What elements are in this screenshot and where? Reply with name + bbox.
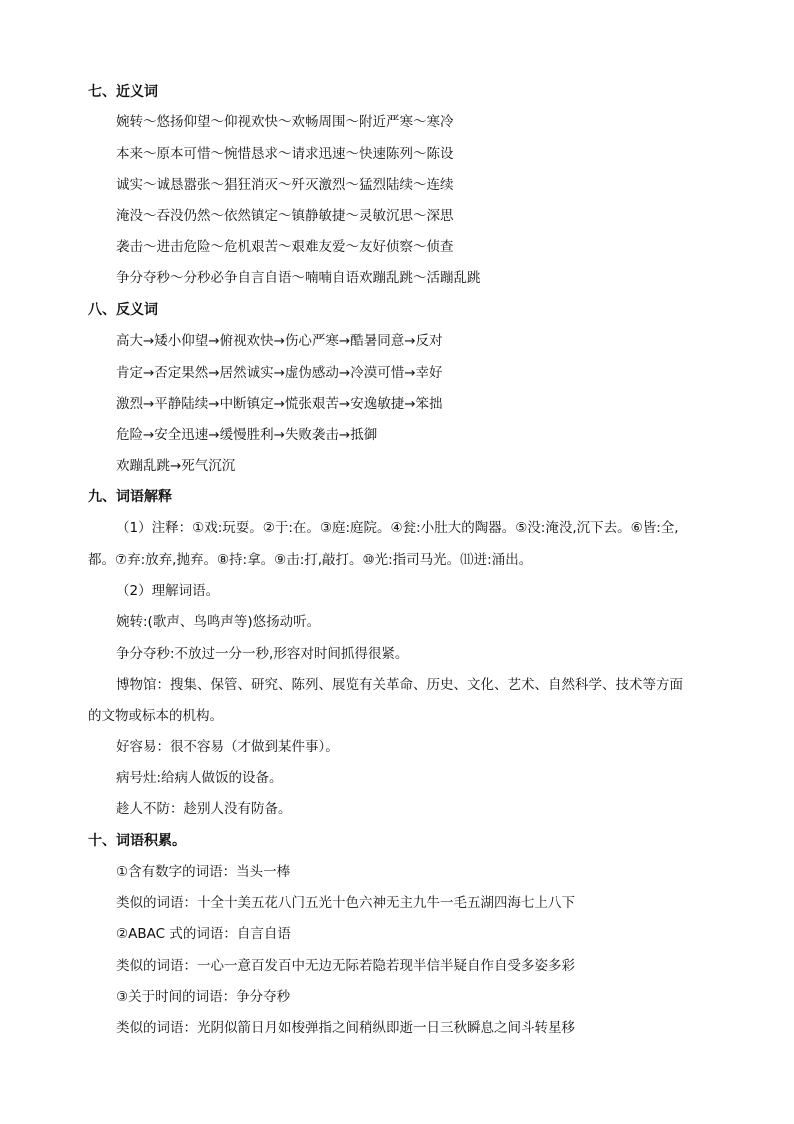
section-7-heading: 七、近义词 bbox=[88, 84, 158, 100]
accumulation-line-2: 类似的词语：十全十美五花八门五光十色六神无主九牛一毛五湖四海七上八下 bbox=[116, 895, 575, 911]
antonym-line-5: 欢蹦乱跳→死气沉沉 bbox=[116, 458, 236, 474]
antonym-line-2: 肯定→否定果然→居然诚实→虚伪感动→冷漠可惜→幸好 bbox=[116, 365, 443, 381]
synonym-line-2: 本来～原本可惜～惋惜恳求～请求迅速～快速陈列～陈设 bbox=[116, 146, 454, 162]
antonym-line-1: 高大→矮小仰望→俯视欢快→伤心严寒→酷暑同意→反对 bbox=[116, 333, 443, 349]
definition-museum-line-2: 的文物或标本的机构。 bbox=[88, 708, 223, 724]
definition-binghaozao: 病号灶:给病人做饭的设备。 bbox=[116, 770, 283, 786]
accumulation-line-6: 类似的词语：光阴似箭日月如梭弹指之间稍纵即逝一日三秋瞬息之间斗转星移 bbox=[116, 1020, 575, 1036]
antonym-line-3: 激烈→平静陆续→中断镇定→慌张艰苦→安逸敏捷→笨拙 bbox=[116, 396, 443, 412]
section-10-heading: 十、词语积累。 bbox=[88, 833, 186, 849]
section-8-heading: 八、反义词 bbox=[88, 302, 158, 318]
accumulation-line-3: ②ABAC 式的词语：自言自语 bbox=[116, 926, 291, 942]
definition-haorongyi: 好容易：很不容易（才做到某件事）。 bbox=[116, 739, 339, 755]
synonym-line-6: 争分夺秒～分秒必争自言自语～喃喃自语欢蹦乱跳～活蹦乱跳 bbox=[116, 270, 481, 286]
synonym-line-3: 诚实～诚恳嚣张～猖狂消灭～歼灭激烈～猛烈陆续～连续 bbox=[116, 177, 454, 193]
subheading-understand-words: （2）理解词语。 bbox=[116, 583, 220, 599]
accumulation-line-1: ①含有数字的词语：当头一棒 bbox=[116, 864, 291, 880]
definition-chenrenbufang: 趁人不防：趁别人没有防备。 bbox=[116, 801, 292, 817]
synonym-line-5: 袭击～进击危险～危机艰苦～艰难友爱～友好侦察～侦查 bbox=[116, 239, 454, 255]
accumulation-line-4: 类似的词语：一心一意百发百中无边无际若隐若现半信半疑自作自受多姿多彩 bbox=[116, 958, 575, 974]
synonym-line-1: 婉转～悠扬仰望～仰视欢快～欢畅周围～附近严寒～寒冷 bbox=[116, 114, 454, 130]
accumulation-line-5: ③关于时间的词语：争分夺秒 bbox=[116, 989, 291, 1005]
annotation-line-1: （1）注释：①戏:玩耍。②于:在。③庭:庭院。④瓮:小肚大的陶器。⑤没:淹没,沉下去。⑥皆:全, bbox=[116, 520, 679, 536]
annotation-line-2: 都。⑦弃:放弃,抛弃。⑧持:拿。⑨击:打,敲打。⑩光:指司马光。⑾迸:涌出。 bbox=[88, 552, 533, 568]
definition-zhengfenduomiao: 争分夺秒:不放过一分一秒,形容对时间抓得很紧。 bbox=[116, 646, 409, 662]
definition-wanzhuan: 婉转:(歌声、鸟鸣声等)悠扬动听。 bbox=[116, 614, 321, 630]
synonym-line-4: 淹没～吞没仍然～依然镇定～镇静敏捷～灵敏沉思～深思 bbox=[116, 208, 454, 224]
section-9-heading: 九、词语解释 bbox=[88, 489, 172, 505]
antonym-line-4: 危险→安全迅速→缓慢胜利→失败袭击→抵御 bbox=[116, 427, 378, 443]
definition-museum-line-1: 博物馆：搜集、保管、研究、陈列、展览有关革命、历史、文化、艺术、自然科学、技术等方面 bbox=[116, 677, 683, 693]
